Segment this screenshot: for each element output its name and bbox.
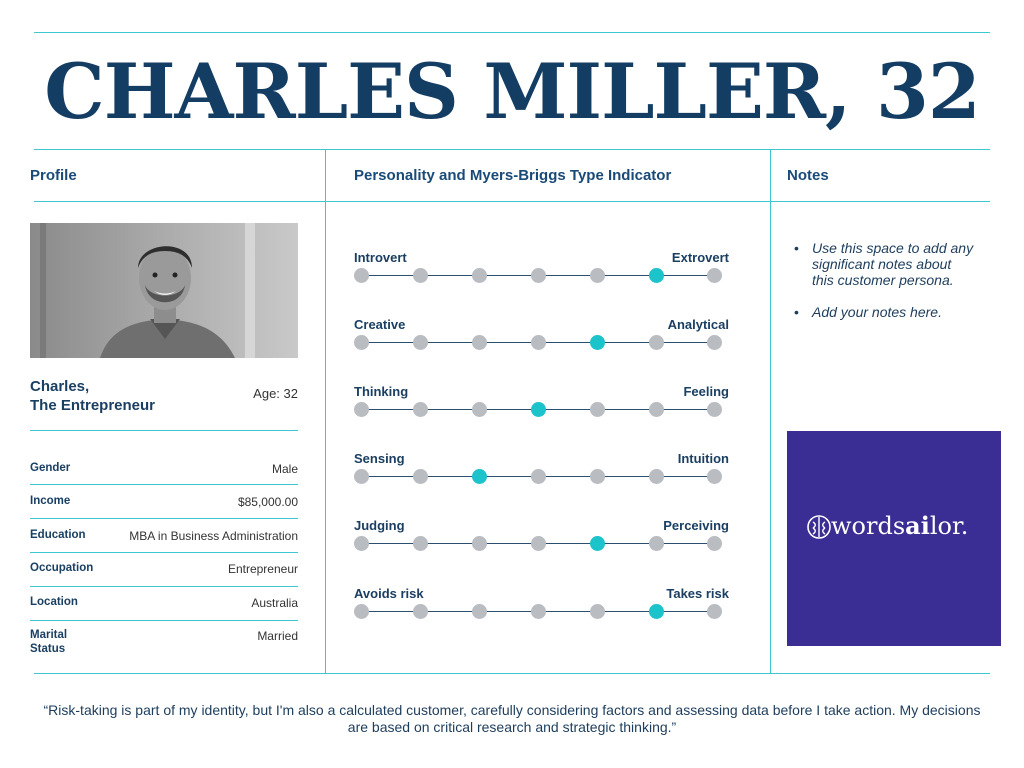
scale-dot-selected[interactable]: [649, 268, 664, 283]
profile-label: Occupation: [30, 562, 94, 574]
scale-dot[interactable]: [472, 604, 487, 619]
scale-thinking-feeling: [354, 384, 729, 424]
scale-dot[interactable]: [413, 469, 428, 484]
notes-list: [794, 240, 974, 336]
scale-right-label: Feeling: [683, 384, 729, 399]
bottom-rule: [34, 673, 990, 674]
scale-dot[interactable]: [531, 469, 546, 484]
scale-dot[interactable]: [707, 469, 722, 484]
page-title: CHARLES MILLER, 32: [44, 47, 980, 136]
scale-dot-selected[interactable]: [590, 335, 605, 350]
scale-dot[interactable]: [472, 335, 487, 350]
scale-dot[interactable]: [354, 469, 369, 484]
scale-left-label: Creative: [354, 317, 406, 332]
scale-sensing-intuition: [354, 451, 729, 491]
profile-label: Education: [30, 529, 86, 541]
scale-dot[interactable]: [590, 469, 605, 484]
scale-left-label: Introvert: [354, 250, 407, 265]
profile-photo: [30, 223, 298, 358]
profile-row-rule: [30, 586, 298, 587]
profile-value: Australia: [251, 596, 298, 610]
scale-dot[interactable]: [354, 536, 369, 551]
scale-dot[interactable]: [413, 335, 428, 350]
persona-role: The Entrepreneur: [30, 397, 156, 414]
scale-dot[interactable]: [472, 536, 487, 551]
persona-age: Age: 32: [253, 386, 298, 401]
scale-right-label: Analytical: [667, 317, 729, 332]
scale-dot[interactable]: [354, 402, 369, 417]
profile-value: $85,000.00: [237, 495, 298, 509]
scale-dot[interactable]: [531, 268, 546, 283]
scale-dot[interactable]: [649, 335, 664, 350]
scale-creative-analytical: [354, 317, 729, 357]
scale-dot[interactable]: [354, 604, 369, 619]
scale-dot-selected[interactable]: [590, 536, 605, 551]
scale-dot[interactable]: [472, 402, 487, 417]
scale-left-label: Sensing: [354, 451, 405, 466]
profile-row-rule: [30, 620, 298, 621]
column-header-rule: [34, 201, 990, 202]
scale-dot[interactable]: [413, 402, 428, 417]
scale-right-label: Intuition: [677, 451, 729, 466]
scale-dot[interactable]: [707, 402, 722, 417]
personality-heading: Personality and Myers-Briggs Type Indicator: [354, 167, 672, 184]
scale-dot[interactable]: [413, 604, 428, 619]
scale-left-label: Judging: [354, 518, 405, 533]
profile-value: Male: [271, 462, 298, 476]
column-divider-2: [770, 149, 771, 674]
scale-right-label: Perceiving: [663, 518, 729, 533]
scale-dot[interactable]: [531, 536, 546, 551]
brand-wordmark: wordsailor.: [831, 511, 969, 540]
scale-dot[interactable]: [413, 536, 428, 551]
scale-dot[interactable]: [413, 268, 428, 283]
profile-row-rule: [30, 518, 298, 519]
column-divider-1: [325, 149, 326, 674]
scale-dot[interactable]: [707, 268, 722, 283]
scale-dot-selected[interactable]: [472, 469, 487, 484]
profile-label: Gender: [30, 462, 71, 474]
scale-dot[interactable]: [590, 402, 605, 417]
scale-dot[interactable]: [531, 604, 546, 619]
scale-dot[interactable]: [590, 268, 605, 283]
profile-label: Location: [30, 596, 78, 608]
notes-heading: Notes: [787, 167, 829, 184]
persona-quote: “Risk-taking is part of my identity, but I'm also a calculated customer, carefully considering factors and assessing data before I take action. My decisions are based on critical research and strategic thinking.”: [43, 702, 981, 735]
profile-label: Marital Status: [30, 629, 68, 655]
scale-left-label: Thinking: [354, 384, 409, 399]
scale-dot[interactable]: [531, 335, 546, 350]
top-rule: [34, 32, 990, 33]
header-rule: [34, 149, 990, 150]
scale-dot[interactable]: [707, 536, 722, 551]
persona-name: [30, 377, 155, 415]
scale-right-label: Takes risk: [666, 586, 729, 601]
profile-name-rule: [30, 430, 298, 431]
brand-logo: [787, 431, 1001, 646]
brand-wordmark-emphasis: ai: [905, 511, 930, 540]
scale-dot[interactable]: [707, 335, 722, 350]
profile-label: Income: [30, 495, 71, 507]
scale-left-label: Avoids risk: [354, 586, 424, 601]
scale-dot[interactable]: [354, 268, 369, 283]
scale-dot[interactable]: [649, 402, 664, 417]
scale-dot-selected[interactable]: [531, 402, 546, 417]
scale-dot[interactable]: [707, 604, 722, 619]
scale-dot[interactable]: [354, 335, 369, 350]
persona-first-name: Charles,: [30, 378, 90, 395]
scale-dot[interactable]: [649, 469, 664, 484]
note-item: • Use this space to add any significant notes about this customer persona.: [794, 240, 974, 288]
scale-dot[interactable]: [472, 268, 487, 283]
scale-dot[interactable]: [649, 536, 664, 551]
scale-dot[interactable]: [590, 604, 605, 619]
profile-row-rule: [30, 552, 298, 553]
scale-right-label: Extrovert: [671, 250, 729, 265]
profile-value: Married: [257, 629, 298, 643]
brain-icon: [805, 513, 833, 541]
scale-avoids-risk-takes-risk: [354, 586, 729, 626]
profile-heading: Profile: [30, 167, 77, 184]
scale-judging-perceiving: [354, 518, 729, 558]
profile-value: Entrepreneur: [227, 562, 298, 576]
note-item: • Add your notes here.: [794, 304, 974, 320]
scale-introvert-extrovert: [354, 250, 729, 290]
scale-dot-selected[interactable]: [649, 604, 664, 619]
profile-value: MBA in Business Administration: [129, 529, 298, 543]
profile-row-rule: [30, 484, 298, 485]
